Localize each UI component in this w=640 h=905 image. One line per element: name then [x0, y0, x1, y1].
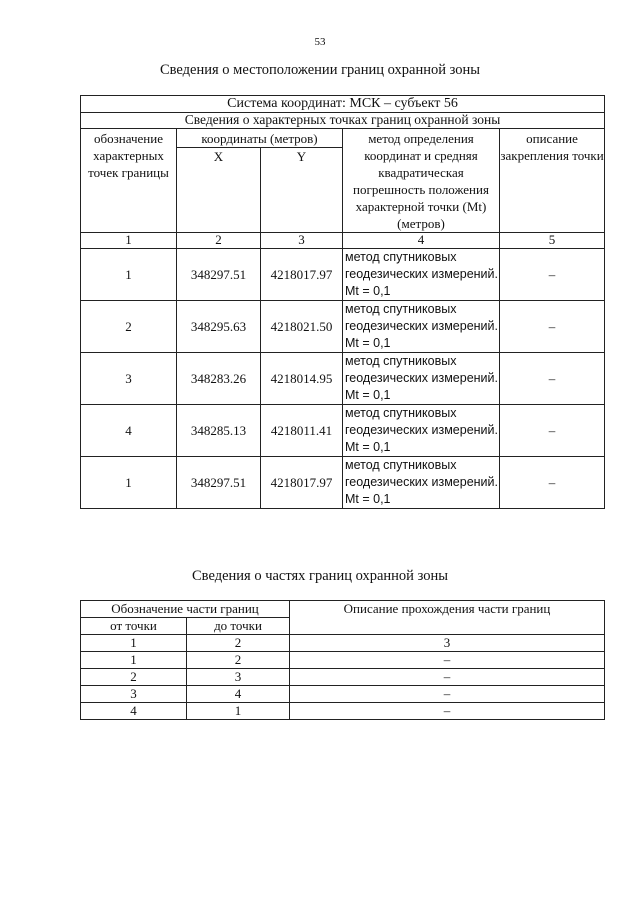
boundary-parts-table: [80, 600, 605, 720]
point-cell: 2: [81, 301, 177, 353]
part-description-cell: –: [290, 703, 605, 720]
table-row: [81, 652, 605, 669]
description-cell: –: [500, 405, 605, 457]
description-cell: –: [500, 301, 605, 353]
to-cell: 4: [187, 686, 290, 703]
table-row: [81, 703, 605, 720]
to-cell: 1: [187, 703, 290, 720]
table-row: [81, 686, 605, 703]
part-description-cell: –: [290, 686, 605, 703]
x-cell: 348297.51: [177, 457, 261, 509]
description-cell: –: [500, 249, 605, 301]
col-number: 3: [261, 233, 343, 249]
y-cell: 4218017.97: [261, 249, 343, 301]
y-cell: 4218014.95: [261, 353, 343, 405]
description-cell: –: [500, 353, 605, 405]
method-cell: метод спутниковых геодезических измерений. Mt = 0,1: [343, 249, 500, 301]
from-cell: 3: [81, 686, 187, 703]
from-cell: 1: [81, 652, 187, 669]
x-cell: 348297.51: [177, 249, 261, 301]
col-header-coords: координаты (метров): [177, 129, 343, 148]
section-title-location: Сведения о местоположении границ охранной зоны: [159, 62, 480, 78]
from-cell: 2: [81, 669, 187, 686]
x-cell: 348295.63: [177, 301, 261, 353]
col-header-to: до точки: [187, 618, 290, 635]
table-row: [81, 405, 605, 457]
col-header-method: метод определения координат и средняя квадратическая погрешность положения характерной точки (Mt) (метров): [343, 129, 500, 233]
col-number: 3: [290, 635, 605, 652]
col-number: 2: [187, 635, 290, 652]
section-title-parts: Сведения о частях границ охранной зоны: [192, 568, 448, 584]
col-header-y: Y: [261, 148, 343, 233]
col-header-point: обозначение характерных точек границы: [81, 129, 177, 233]
col-number: 4: [343, 233, 500, 249]
col-header-description: описание закрепления точки: [500, 129, 605, 233]
part-description-cell: –: [290, 652, 605, 669]
y-cell: 4218017.97: [261, 457, 343, 509]
col-number: 5: [500, 233, 605, 249]
points-subtitle-header: Сведения о характерных точках границ охранной зоны: [81, 113, 605, 129]
x-cell: 348283.26: [177, 353, 261, 405]
y-cell: 4218021.50: [261, 301, 343, 353]
point-cell: 1: [81, 249, 177, 301]
table-row: [81, 301, 605, 353]
col-number: 2: [177, 233, 261, 249]
point-cell: 3: [81, 353, 177, 405]
x-cell: 348285.13: [177, 405, 261, 457]
to-cell: 3: [187, 669, 290, 686]
col-header-from: от точки: [81, 618, 187, 635]
from-cell: 4: [81, 703, 187, 720]
table-row: [81, 457, 605, 509]
to-cell: 2: [187, 652, 290, 669]
y-cell: 4218011.41: [261, 405, 343, 457]
description-cell: –: [500, 457, 605, 509]
method-cell: метод спутниковых геодезических измерений. Mt = 0,1: [343, 353, 500, 405]
part-description-cell: –: [290, 669, 605, 686]
col-number: 1: [81, 233, 177, 249]
point-cell: 4: [81, 405, 177, 457]
table-row: [81, 669, 605, 686]
col-header-part-description: Описание прохождения части границ: [290, 601, 605, 635]
page-number: 53: [314, 36, 326, 48]
boundary-points-table: [80, 95, 605, 509]
table-row: [81, 353, 605, 405]
method-cell: метод спутниковых геодезических измерений. Mt = 0,1: [343, 301, 500, 353]
col-number: 1: [81, 635, 187, 652]
method-cell: метод спутниковых геодезических измерений. Mt = 0,1: [343, 405, 500, 457]
method-cell: метод спутниковых геодезических измерений. Mt = 0,1: [343, 457, 500, 509]
col-header-designation: Обозначение части границ: [81, 601, 290, 618]
coordinate-system-header: Система координат: МСК – субъект 56: [81, 96, 605, 113]
table-row: [81, 249, 605, 301]
point-cell: 1: [81, 457, 177, 509]
col-header-x: X: [177, 148, 261, 233]
